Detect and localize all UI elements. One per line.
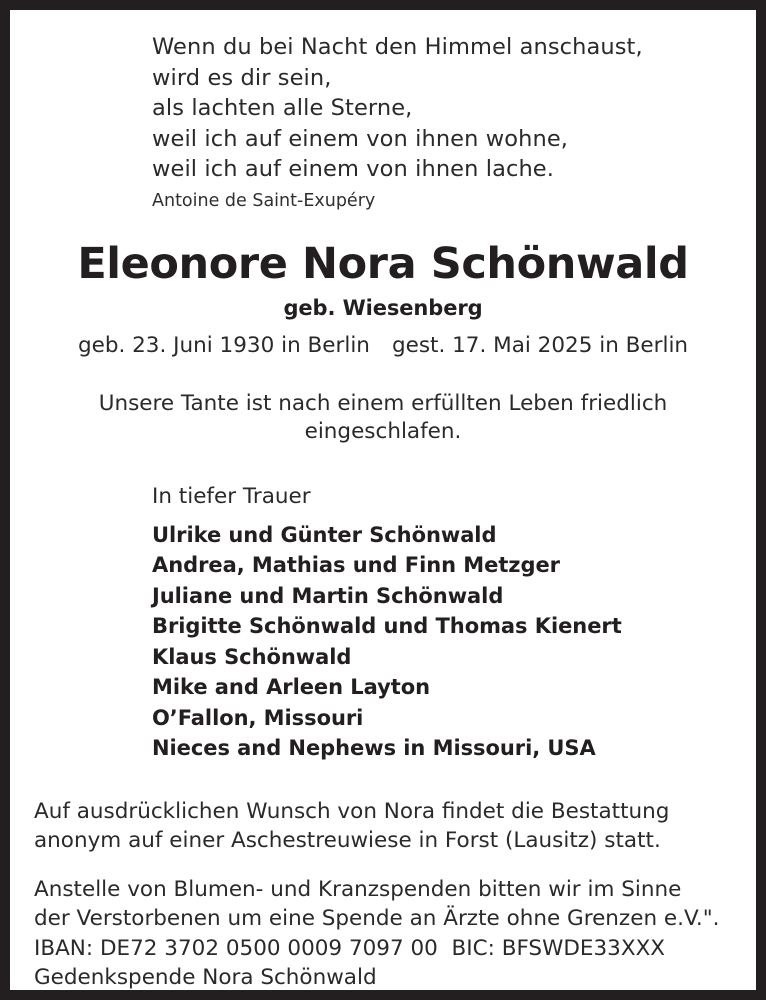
mourner-item: Mike and Arleen Layton	[152, 675, 430, 699]
mourner-item: Andrea, Mathias und Finn Metzger	[152, 553, 560, 577]
donation-reference: Gedenkspende Nora Schönwald	[34, 965, 377, 990]
donation-bank-details: IBAN: DE72 3702 0500 0009 7097 00 BIC: BFSWDE33XXX	[34, 935, 666, 961]
burial-line: anonym auf einer Aschestreuwiese in Forst (Lausitz) statt.	[34, 828, 661, 853]
poem-line: Wenn du bei Nacht den Himmel anschaust,	[152, 34, 643, 60]
deceased-name: Eleonore Nora Schönwald	[77, 238, 689, 289]
mourner-item: Ulrike und Günter Schönwald	[152, 522, 497, 547]
closing-block	[34, 797, 740, 993]
deceased-name-block	[26, 239, 740, 359]
poem-line: als lachten alle Sterne,	[152, 95, 413, 121]
poem-line: wird es dir sein,	[152, 64, 332, 91]
maiden-name: geb. Wiesenberg	[283, 295, 483, 320]
burial-line: Auf ausdrücklichen Wunsch von Nora findet die Bestattung	[34, 798, 670, 824]
mourners-heading: In tiefer Trauer	[152, 483, 311, 509]
poem-line: weil ich auf einem von ihnen wohne,	[152, 125, 569, 152]
mourner-item: Nieces and Nephews in Missouri, USA	[152, 736, 596, 760]
mourner-item: Klaus Schönwald	[152, 644, 352, 669]
mourners-list	[152, 520, 740, 764]
poem-block	[152, 32, 740, 185]
life-dates	[26, 332, 740, 359]
passing-sentence: Unsere Tante ist nach einem erfüllten Leben friedlich eingeschlafen.	[98, 390, 668, 444]
donation-line: Anstelle von Blumen- und Kranzspenden bitten wir im Sinne	[34, 876, 682, 902]
donation-line: der Verstorbenen um eine Spende an Ärzte ohne Grenzen e.V.".	[34, 906, 720, 931]
notice-content	[10, 10, 756, 990]
poem-attribution: Antoine de Saint-Exupéry	[152, 190, 376, 211]
donation-paragraph	[34, 875, 740, 993]
birth-date: geb. 23. Juni 1930 in Berlin	[77, 332, 370, 358]
mourner-item: Brigitte Schönwald und Thomas Kienert	[152, 614, 622, 638]
mourner-item: O’Fallon, Missouri	[152, 705, 364, 730]
burial-paragraph	[34, 797, 740, 856]
mourner-item: Juliane und Martin Schönwald	[152, 583, 504, 608]
death-date: gest. 17. Mai 2025 in Berlin	[391, 332, 689, 358]
mourners-block	[152, 483, 740, 764]
poem-line: weil ich auf einem von ihnen lache.	[152, 156, 555, 182]
